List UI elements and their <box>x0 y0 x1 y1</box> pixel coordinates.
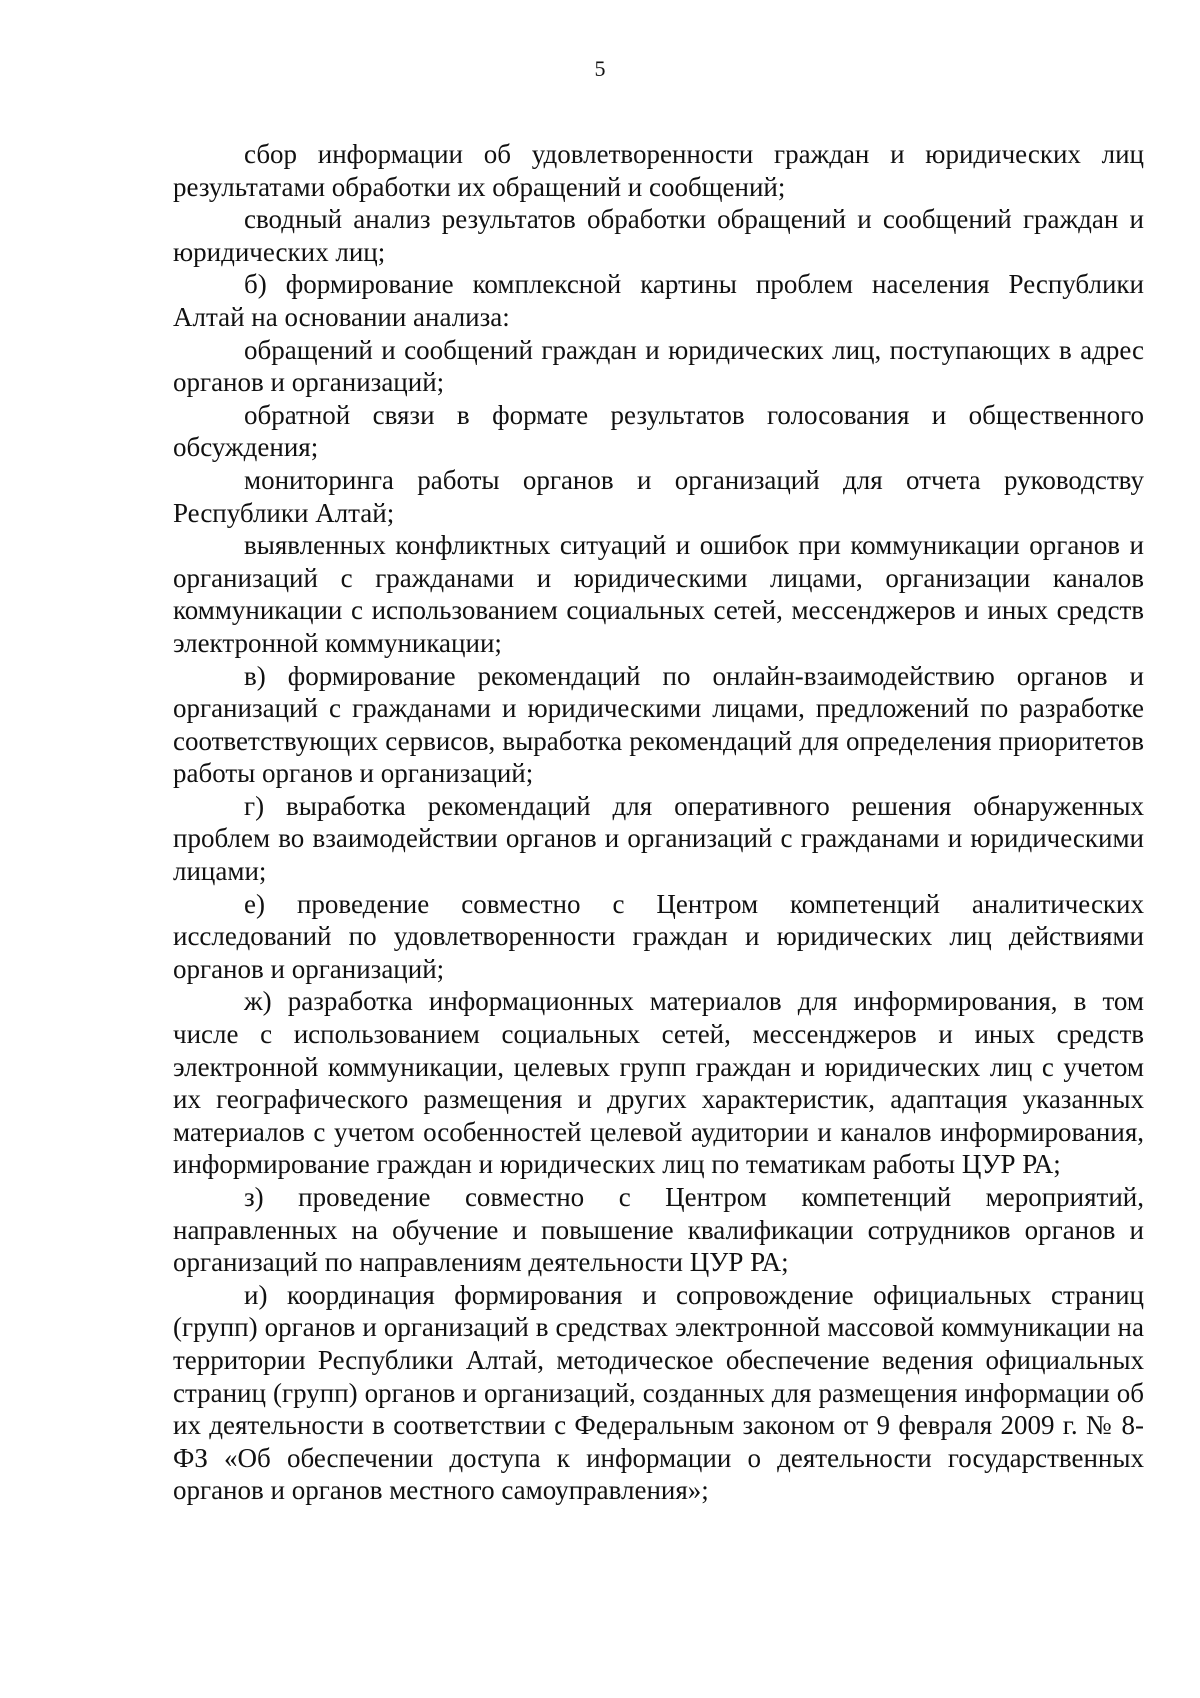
paragraph: г) выработка рекомендаций для оперативного решения обнаруженных проблем во взаимодействии органов и организаций с гражданами и юридическими лицами; <box>173 790 1144 887</box>
paragraph: ж) разработка информационных материалов для информирования, в том числе с использованием социальных сетей, мессенджеров и иных средств электронной коммуникации, целевых групп граждан и юридических лиц с учетом их географического размещения и других характеристик, адаптация указанных материалов с учетом особенностей целевой аудитории и каналов информирования, информирование граждан и юридических лиц по тематикам работы ЦУР РА; <box>173 986 1144 1180</box>
paragraph: выявленных конфликтных ситуаций и ошибок при коммуникации органов и организаций с гражданами и юридическими лицами, организации каналов коммуникации с использованием социальных сетей, мессенджеров и иных средств электронной коммуникации; <box>173 530 1144 658</box>
paragraph: обратной связи в формате результатов голосования и общественного обсуждения; <box>173 399 1144 463</box>
paragraph: мониторинга работы органов и организаций для отчета руководству Республики Алтай; <box>173 464 1144 528</box>
paragraph: сводный анализ результатов обработки обращений и сообщений граждан и юридических лиц; <box>173 204 1144 267</box>
paragraph: б) формирование комплексной картины проблем населения Республики Алтай на основании анализа: <box>173 269 1144 332</box>
paragraph: з) проведение совместно с Центром компетенций мероприятий, направленных на обучение и повышение квалификации сотрудников органов и организаций по направлениям деятельности ЦУР РА; <box>173 1182 1144 1278</box>
paragraph: в) формирование рекомендаций по онлайн-взаимодействию органов и организаций с гражданами и юридическими лицами, предложений по разработке соответствующих сервисов, выработка рекомендаций для определения приоритетов работы органов и организаций; <box>173 660 1144 789</box>
paragraph: и) координация формирования и сопровождение официальных страниц (групп) органов и организаций в средствах электронной массовой коммуникации на территории Республики Алтай, методическое обеспечение ведения официальных страниц (групп) органов и организаций, созданных для размещения информации об их деятельности в соответствии с Федеральным законом от 9 февраля 2009 г. № 8-ФЗ «Об обеспечении доступа к информации о деятельности государственных органов и органов местного самоуправления»; <box>173 1279 1144 1506</box>
paragraph: обращений и сообщений граждан и юридических лиц, поступающих в адрес органов и организаций; <box>173 334 1144 398</box>
page-number: 5 <box>594 56 606 81</box>
paragraph: сбор информации об удовлетворенности граждан и юридических лиц результатами обработки их обращений и сообщений; <box>173 139 1144 202</box>
document-body <box>173 138 1144 1507</box>
paragraph: е) проведение совместно с Центром компетенций аналитических исследований по удовлетворенности граждан и юридических лиц действиями органов и организаций; <box>173 888 1144 984</box>
